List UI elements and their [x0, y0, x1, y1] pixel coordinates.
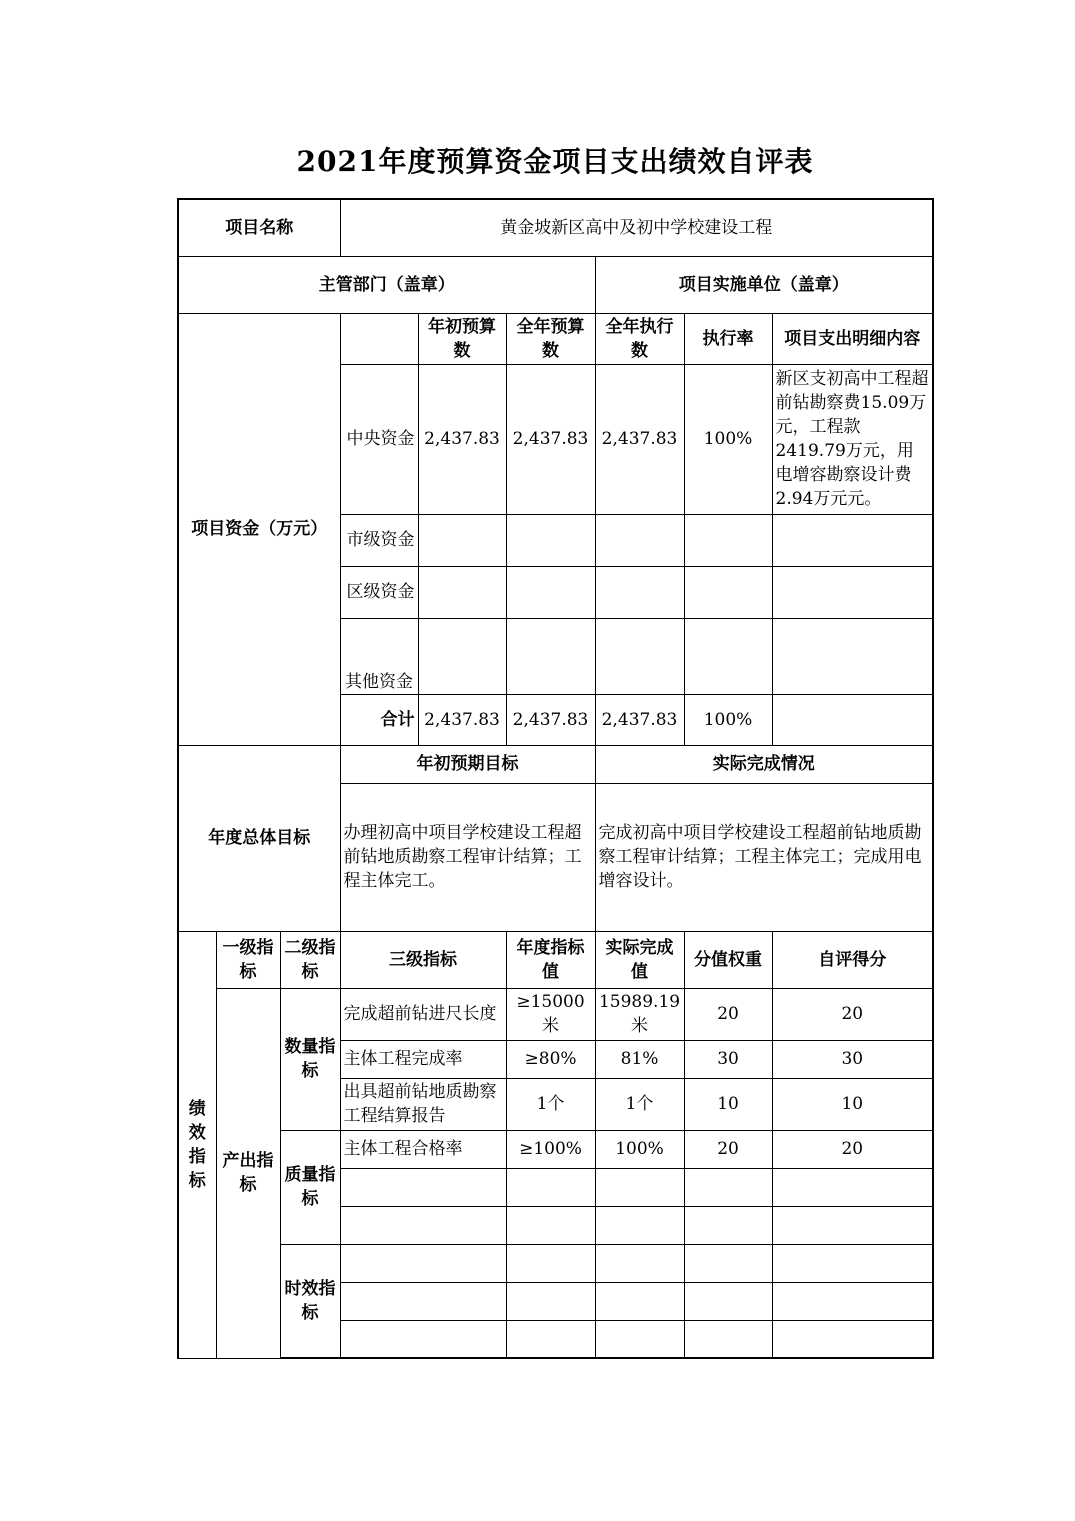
fund-detail: [772, 566, 933, 618]
header-initial-budget: 年初预算数: [418, 313, 506, 364]
indicator-target: 1个: [506, 1078, 595, 1130]
header-actual-value: 实际完成值: [595, 931, 684, 988]
indicator-actual: [595, 1320, 684, 1358]
fund-annual: [506, 618, 595, 694]
indicator-actual: 81%: [595, 1040, 684, 1078]
fund-rate: [684, 514, 772, 566]
indicator-name: 主体工程合格率: [340, 1130, 506, 1168]
indicator-name: [340, 1282, 506, 1320]
indicator-weight: 30: [684, 1040, 772, 1078]
indicator-target: ≥15000米: [506, 988, 595, 1040]
fund-annual: [506, 566, 595, 618]
actual-completion-text: 完成初高中项目学校建设工程超前钻地质勘察工程审计结算；工程主体完工；完成用电增容设计。: [595, 783, 933, 931]
indicator-target: [506, 1206, 595, 1244]
header-level1: 一级指标: [216, 931, 280, 988]
fund-total-label: 合计: [340, 694, 418, 745]
group-timeliness: 时效指标: [280, 1244, 340, 1358]
fund-annual: 2,437.83: [506, 364, 595, 514]
fund-annual: [506, 514, 595, 566]
indicator-actual: 15989.19米: [595, 988, 684, 1040]
expected-goal-header: 年初预期目标: [340, 745, 595, 783]
indicator-target: [506, 1320, 595, 1358]
fund-initial: [418, 514, 506, 566]
fund-executed: [595, 514, 684, 566]
header-weight: 分值权重: [684, 931, 772, 988]
indicator-name: 出具超前钻地质勘察工程结算报告: [340, 1078, 506, 1130]
fund-row-name: 其他资金: [340, 618, 418, 694]
implementing-unit-label: 项目实施单位（盖章）: [595, 256, 933, 313]
indicator-weight: [684, 1282, 772, 1320]
performance-table: [177, 198, 934, 1359]
indicator-target: ≥80%: [506, 1040, 595, 1078]
indicator-score: 30: [772, 1040, 933, 1078]
fund-total-executed: 2,437.83: [595, 694, 684, 745]
indicator-score: 20: [772, 988, 933, 1040]
fund-detail: [772, 514, 933, 566]
indicator-name: [340, 1206, 506, 1244]
header-executed: 全年执行数: [595, 313, 684, 364]
fund-rate: [684, 566, 772, 618]
indicator-score: 20: [772, 1130, 933, 1168]
header-level2: 二级指标: [280, 931, 340, 988]
indicator-target: [506, 1244, 595, 1282]
indicator-weight: 20: [684, 988, 772, 1040]
indicator-weight: [684, 1206, 772, 1244]
fund-initial: [418, 618, 506, 694]
actual-completion-header: 实际完成情况: [595, 745, 933, 783]
indicator-weight: [684, 1320, 772, 1358]
indicator-actual: 1个: [595, 1078, 684, 1130]
indicators-label-text: 绩效指标: [188, 1098, 206, 1191]
group-quality: 质量指标: [280, 1130, 340, 1244]
indicator-target: [506, 1168, 595, 1206]
indicator-name: 完成超前钻进尺长度: [340, 988, 506, 1040]
indicator-name: [340, 1320, 506, 1358]
fund-row-name: 市级资金: [340, 514, 418, 566]
indicator-name: [340, 1244, 506, 1282]
header-level3: 三级指标: [340, 931, 506, 988]
fund-total-rate: 100%: [684, 694, 772, 745]
indicator-name: 主体工程完成率: [340, 1040, 506, 1078]
header-detail: 项目支出明细内容: [772, 313, 933, 364]
funds-label: 项目资金（万元）: [178, 313, 340, 745]
fund-total-initial: 2,437.83: [418, 694, 506, 745]
fund-detail: [772, 618, 933, 694]
fund-row-name: 区级资金: [340, 566, 418, 618]
fund-executed: 2,437.83: [595, 364, 684, 514]
indicators-label: [178, 931, 216, 1358]
fund-row-name: 中央资金: [340, 364, 418, 514]
indicator-target: ≥100%: [506, 1130, 595, 1168]
indicator-score: [772, 1206, 933, 1244]
indicator-score: [772, 1244, 933, 1282]
indicator-weight: [684, 1168, 772, 1206]
indicator-weight: 20: [684, 1130, 772, 1168]
header-target-value: 年度指标值: [506, 931, 595, 988]
fund-initial: 2,437.83: [418, 364, 506, 514]
header-exec-rate: 执行率: [684, 313, 772, 364]
fund-detail: 新区支初高中工程超前钻勘察费15.09万元，工程款2419.79万元，用电增容勘察设计费2.94万元元。: [772, 364, 933, 514]
indicator-actual: [595, 1282, 684, 1320]
expected-goal-text: 办理初高中项目学校建设工程超前钻地质勘察工程审计结算；工程主体完工。: [340, 783, 595, 931]
header-annual-budget: 全年预算数: [506, 313, 595, 364]
fund-rate: [684, 618, 772, 694]
project-name-value: 黄金坡新区高中及初中学校建设工程: [340, 199, 933, 256]
supervising-dept-label: 主管部门（盖章）: [178, 256, 595, 313]
indicator-score: [772, 1320, 933, 1358]
fund-initial: [418, 566, 506, 618]
group-quantity: 数量指标: [280, 988, 340, 1130]
project-name-label: 项目名称: [178, 199, 340, 256]
indicator-score: [772, 1168, 933, 1206]
fund-rate: 100%: [684, 364, 772, 514]
header-self-score: 自评得分: [772, 931, 933, 988]
fund-total-detail: [772, 694, 933, 745]
fund-executed: [595, 618, 684, 694]
indicator-target: [506, 1282, 595, 1320]
level1-output: 产出指标: [216, 988, 280, 1358]
indicator-score: 10: [772, 1078, 933, 1130]
indicator-weight: 10: [684, 1078, 772, 1130]
page-title: 2021年度预算资金项目支出绩效自评表: [296, 145, 814, 178]
fund-executed: [595, 566, 684, 618]
indicator-actual: [595, 1244, 684, 1282]
funds-corner-cell: [340, 313, 418, 364]
indicator-weight: [684, 1244, 772, 1282]
indicator-name: [340, 1168, 506, 1206]
indicator-actual: [595, 1168, 684, 1206]
indicator-actual: [595, 1206, 684, 1244]
annual-goal-label: 年度总体目标: [178, 745, 340, 931]
indicator-score: [772, 1282, 933, 1320]
fund-total-annual: 2,437.83: [506, 694, 595, 745]
indicator-actual: 100%: [595, 1130, 684, 1168]
